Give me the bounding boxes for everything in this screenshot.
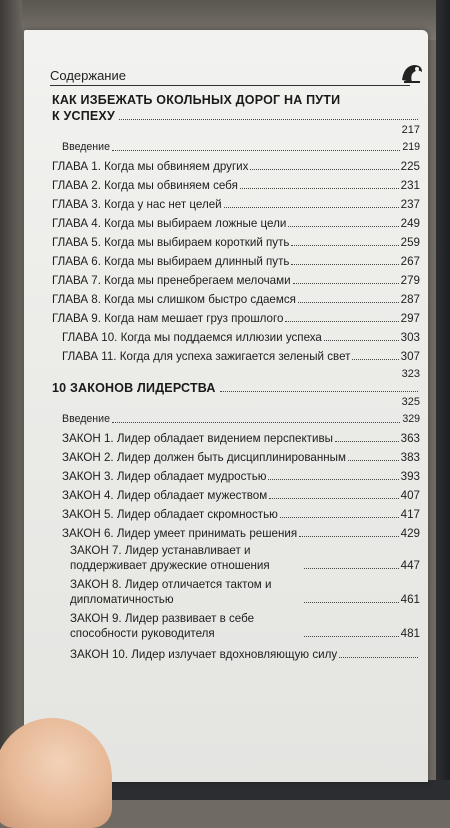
section-page: 217 <box>401 124 420 136</box>
toc-entry-intro[interactable]: Введение 219 <box>62 141 420 153</box>
leader-dots <box>119 119 418 120</box>
toc-entry[interactable]: ГЛАВА 3. Когда у нас нет целей 237 <box>52 198 420 211</box>
table-of-contents <box>52 92 420 662</box>
toc-entry[interactable]: ЗАКОН 1. Лидер обладает видением перспективы 363 <box>62 432 420 445</box>
section-title-row <box>52 378 420 396</box>
toc-entry[interactable]: ЗАКОН 4. Лидер обладает мужеством 407 <box>62 489 420 502</box>
toc-entry[interactable]: ЗАКОН 7. Лидер устанавливает и поддерживает дружеские отношения 447 <box>70 544 420 572</box>
toc-entry[interactable]: ГЛАВА 2. Когда мы обвиняем себя 231 <box>52 179 420 192</box>
toc-entry[interactable]: ЗАКОН 9. Лидер развивает в себе способности руководителя 481 <box>70 612 420 640</box>
leader-dots <box>112 422 400 423</box>
toc-entry[interactable]: ГЛАВА 11. Когда для успеха зажигается зеленый свет 307 <box>62 350 420 363</box>
page-header <box>50 68 410 86</box>
section-title: 10 ЗАКОНОВ ЛИДЕРСТВА <box>52 381 216 395</box>
leader-dots <box>220 391 418 392</box>
page-title: Содержание <box>50 68 126 83</box>
toc-entry[interactable]: ЗАКОН 2. Лидер должен быть дисциплинированным 383 <box>62 451 420 464</box>
toc-entry[interactable]: ГЛАВА 10. Когда мы поддаемся иллюзии успеха 303 <box>62 331 420 344</box>
publisher-logo-icon <box>398 60 426 86</box>
toc-entry[interactable]: ГЛАВА 5. Когда мы выбираем короткий путь 259 <box>52 236 420 249</box>
toc-entry[interactable]: ГЛАВА 6. Когда мы выбираем длинный путь 267 <box>52 255 420 268</box>
book-cover-right <box>436 0 450 800</box>
toc-entry[interactable]: ЗАКОН 3. Лидер обладает мудростью 393 <box>62 470 420 483</box>
toc-entry[interactable]: ГЛАВА 1. Когда мы обвиняем других 225 <box>52 160 420 173</box>
toc-entry[interactable]: ЗАКОН 8. Лидер отличается тактом и дипломатичностью 461 <box>70 578 420 606</box>
toc-entry[interactable]: ЗАКОН 6. Лидер умеет принимать решения 429 <box>62 527 420 540</box>
toc-entry[interactable]: ЗАКОН 10. Лидер излучает вдохновляющую силу <box>52 643 420 662</box>
section-page: 325 <box>401 396 420 408</box>
toc-entry[interactable]: ГЛАВА 7. Когда мы пренебрегаем мелочами 279 <box>52 274 420 287</box>
book-page <box>24 30 428 782</box>
section-title-continued: К УСПЕХУ <box>52 108 420 124</box>
leader-dots <box>112 150 400 151</box>
section-title: КАК ИЗБЕЖАТЬ ОКОЛЬНЫХ ДОРОГ НА ПУТИ <box>52 93 341 107</box>
toc-entry[interactable]: ГЛАВА 9. Когда нам мешает груз прошлого 297 <box>52 312 420 325</box>
book-cover-left <box>0 0 22 800</box>
toc-entry-intro[interactable]: Введение 329 <box>62 413 420 425</box>
toc-entry[interactable]: ЗАКОН 5. Лидер обладает скромностью 417 <box>62 508 420 521</box>
section-page-prev: 323 <box>401 368 420 380</box>
toc-entry[interactable]: ГЛАВА 4. Когда мы выбираем ложные цели 249 <box>52 217 420 230</box>
toc-entry[interactable]: ГЛАВА 8. Когда мы слишком быстро сдаемся 287 <box>52 293 420 306</box>
